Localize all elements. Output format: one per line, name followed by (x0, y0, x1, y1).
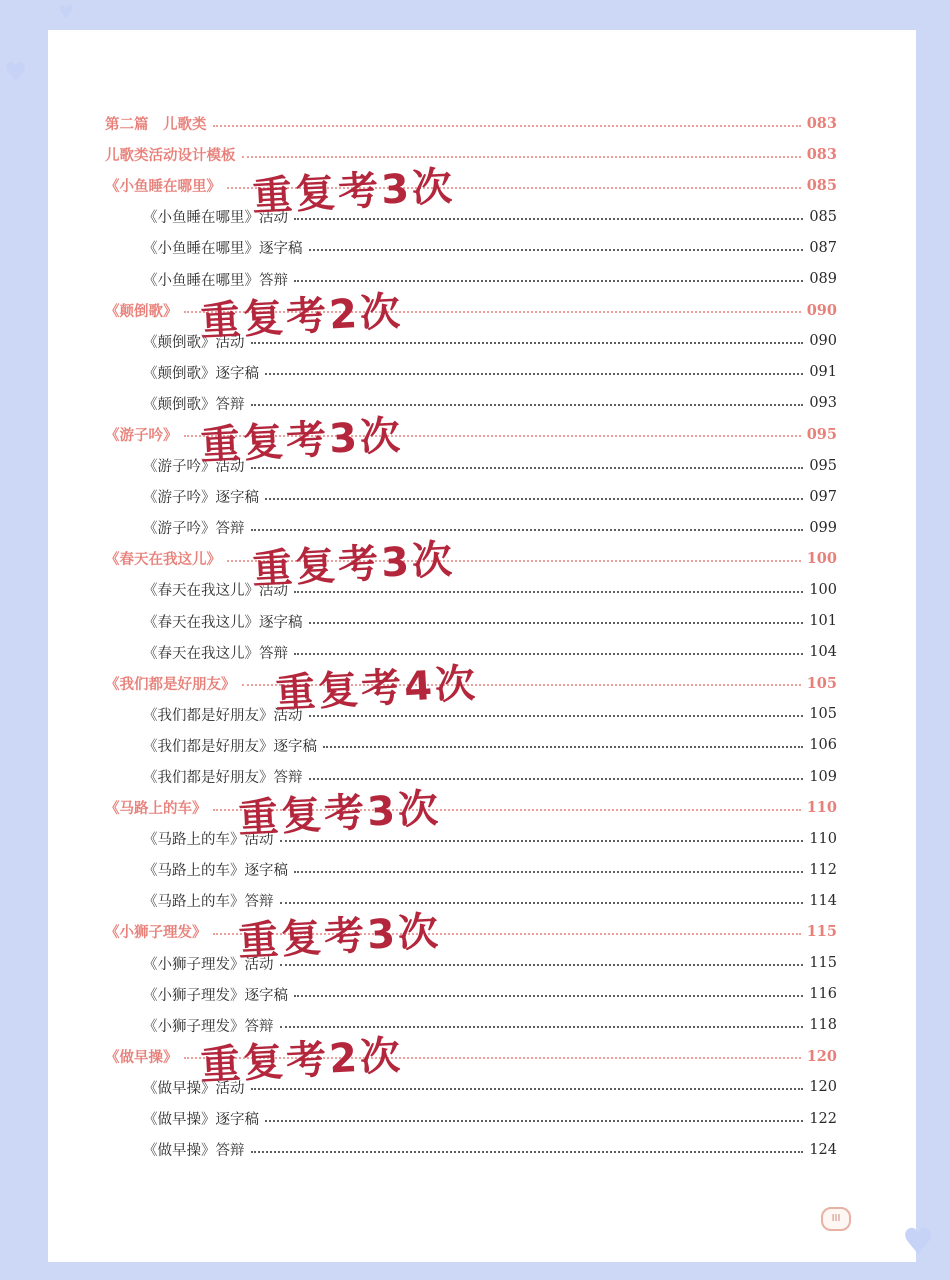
toc-page: 097 (809, 488, 837, 505)
toc-title: 《小鱼睡在哪里》逐字稿 (143, 241, 303, 258)
toc-page: 099 (809, 519, 837, 536)
toc-page: 116 (809, 986, 837, 1003)
toc-title: 《小鱼睡在哪里》答辩 (143, 272, 288, 289)
toc-title: 《颠倒歌》逐字稿 (143, 365, 259, 382)
toc-title: 《做早操》 (105, 1048, 178, 1066)
toc-title: 《游子吟》逐字稿 (143, 490, 259, 507)
toc-row[interactable] (105, 512, 837, 543)
dot-leader (251, 1151, 804, 1153)
dot-leader (294, 653, 803, 655)
toc-title: 《小狮子理发》活动 (143, 956, 274, 973)
toc-row[interactable] (105, 979, 837, 1010)
toc-row[interactable] (105, 823, 837, 854)
toc-page: 093 (809, 395, 837, 412)
toc-page: 101 (809, 613, 837, 630)
dot-leader (294, 995, 803, 997)
toc-row[interactable] (105, 792, 837, 823)
handwritten-annotation: 重复考3次 (251, 163, 457, 221)
toc-row[interactable] (105, 574, 837, 605)
toc-page: 106 (809, 737, 837, 754)
dot-leader (323, 746, 803, 748)
toc-page: 114 (809, 892, 837, 909)
toc-title: 第二篇 儿歌类 (105, 116, 207, 134)
toc-title: 《做早操》活动 (143, 1080, 245, 1097)
toc-page: 112 (809, 861, 837, 878)
toc-row[interactable] (105, 761, 837, 792)
handwritten-annotation: 重复考2次 (199, 1032, 405, 1090)
toc-page: 090 (809, 333, 837, 350)
toc-title: 《颠倒歌》答辩 (143, 396, 245, 413)
toc-page: 105 (809, 706, 837, 723)
toc-title: 《马路上的车》答辩 (143, 894, 274, 911)
toc-page: 105 (806, 674, 837, 692)
dot-leader (309, 622, 804, 624)
dot-leader (265, 1120, 803, 1122)
dot-leader (294, 591, 803, 593)
dot-leader (213, 125, 801, 127)
toc-page: 122 (809, 1110, 837, 1127)
toc-row[interactable] (105, 854, 837, 885)
toc-title: 《做早操》答辩 (143, 1143, 245, 1160)
toc-title: 《颠倒歌》活动 (143, 334, 245, 351)
dot-leader (251, 529, 804, 531)
dot-leader (294, 218, 803, 220)
toc-page: 118 (809, 1017, 837, 1034)
toc-title: 《马路上的车》 (105, 800, 207, 818)
dot-leader (251, 467, 804, 469)
toc-row[interactable] (105, 357, 837, 388)
toc-title: 《小狮子理发》逐字稿 (143, 987, 288, 1004)
toc-row[interactable] (105, 916, 837, 947)
heart-decoration-icon: ♥ (58, 2, 75, 23)
toc-title: 《我们都是好朋友》逐字稿 (143, 738, 317, 755)
toc-row[interactable] (105, 170, 837, 201)
toc-page: 085 (806, 177, 837, 195)
toc-page: 091 (809, 364, 837, 381)
toc-page: 109 (809, 768, 837, 785)
dot-leader (251, 1088, 804, 1090)
toc-title: 《春天在我这儿》活动 (143, 583, 288, 600)
toc-row[interactable] (105, 606, 837, 637)
handwritten-annotation: 重复考4次 (274, 660, 480, 718)
toc-title: 《我们都是好朋友》活动 (143, 707, 303, 724)
dot-leader (265, 373, 803, 375)
dot-leader (251, 404, 804, 406)
dot-leader (265, 498, 803, 500)
toc-page: 100 (806, 550, 837, 568)
heart-decoration-icon: ♥ (902, 1222, 935, 1263)
toc-title: 《小鱼睡在哪里》 (105, 178, 221, 196)
toc-page: 090 (806, 301, 837, 319)
handwritten-annotation: 重复考2次 (199, 288, 405, 346)
toc-row[interactable] (105, 1134, 837, 1165)
toc-title: 《游子吟》答辩 (143, 521, 245, 538)
dot-leader (309, 715, 804, 717)
toc-page: 115 (806, 923, 837, 941)
toc-page: 087 (809, 239, 837, 256)
toc-page: 115 (809, 955, 837, 972)
toc-page: 100 (809, 581, 837, 598)
toc-title: 儿歌类活动设计模板 (105, 147, 236, 165)
dot-leader (280, 964, 804, 966)
toc-title: 《马路上的车》活动 (143, 832, 274, 849)
toc-row[interactable] (105, 543, 837, 574)
handwritten-annotation: 重复考3次 (237, 785, 443, 843)
dot-leader (242, 156, 801, 158)
toc-page: 083 (806, 146, 837, 164)
toc-title: 《做早操》逐字稿 (143, 1112, 259, 1129)
page-number-badge: III (821, 1207, 851, 1231)
toc-page: 120 (806, 1047, 837, 1065)
toc-title: 《春天在我这儿》答辩 (143, 645, 288, 662)
toc-row[interactable] (105, 885, 837, 916)
toc-title: 《颠倒歌》 (105, 302, 178, 320)
toc-title: 《春天在我这儿》 (105, 551, 221, 569)
toc-page: 095 (806, 425, 837, 443)
toc-title: 《我们都是好朋友》答辩 (143, 770, 303, 787)
dot-leader (294, 871, 803, 873)
toc-page: 089 (809, 271, 837, 288)
toc-title: 《春天在我这儿》逐字稿 (143, 614, 303, 631)
toc-page: 095 (809, 457, 837, 474)
toc-row[interactable] (105, 201, 837, 232)
dot-leader (309, 249, 804, 251)
toc-row[interactable] (105, 730, 837, 761)
toc-title: 《小狮子理发》答辩 (143, 1018, 274, 1035)
toc-title: 《小狮子理发》 (105, 924, 207, 942)
toc-page: 124 (809, 1141, 837, 1158)
toc-title: 《游子吟》 (105, 426, 178, 444)
toc-page: 110 (806, 799, 837, 817)
toc-row[interactable] (105, 948, 837, 979)
toc-row[interactable] (105, 481, 837, 512)
toc-page: 085 (809, 208, 837, 225)
dot-leader (280, 840, 804, 842)
toc-page: 104 (809, 644, 837, 661)
toc-title: 《小鱼睡在哪里》活动 (143, 210, 288, 227)
toc-title: 《游子吟》活动 (143, 459, 245, 476)
handwritten-annotation: 重复考3次 (251, 536, 457, 594)
toc-page: 083 (806, 115, 837, 133)
toc-page: 110 (809, 830, 837, 847)
handwritten-annotation: 重复考3次 (237, 908, 443, 966)
heart-decoration-icon: ♥ (4, 58, 28, 88)
handwritten-annotation: 重复考3次 (199, 412, 405, 470)
toc-row[interactable] (105, 1103, 837, 1134)
toc-title: 《我们都是好朋友》 (105, 675, 236, 693)
dot-leader (251, 342, 804, 344)
toc-page: 120 (809, 1079, 837, 1096)
table-of-contents (105, 108, 837, 1165)
toc-row[interactable] (105, 139, 837, 170)
toc-row[interactable] (105, 232, 837, 263)
toc-row[interactable] (105, 108, 837, 139)
toc-title: 《马路上的车》逐字稿 (143, 863, 288, 880)
